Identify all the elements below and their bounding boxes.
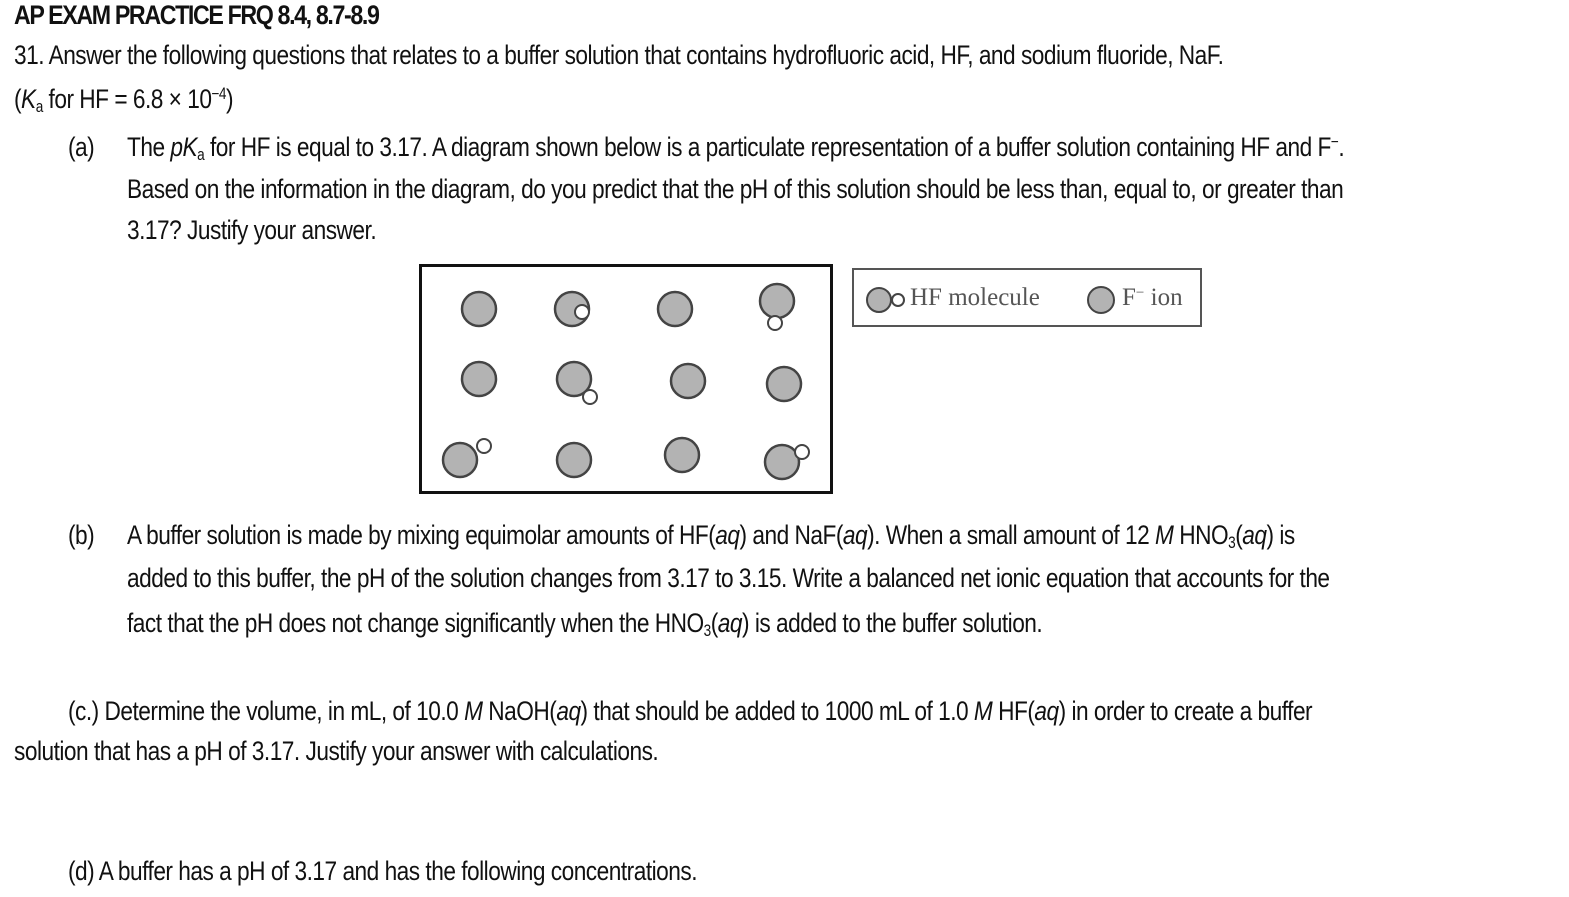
hf-molecule: [555, 292, 589, 326]
part-b-l3-aq: aq: [717, 608, 743, 638]
particle-canvas: [422, 267, 830, 491]
part-a-text-2: for HF is equal to 3.17. A diagram shown below is a particulate representation of a buffer solution containing HF and F: [204, 132, 1331, 162]
diagram-legend: [852, 268, 1202, 327]
part-a-line-2: Based on the information in the diagram, do you predict that the pH of this solution should be less than, equal to, or greater than: [127, 174, 1344, 204]
hf-molecule: [443, 439, 491, 477]
hf-molecule: [557, 362, 597, 404]
legend-f-symbol: F: [1122, 284, 1136, 311]
fluoride-ion: [665, 438, 699, 472]
hf-fluorine-atom: [765, 445, 799, 479]
fluoride-ion-atom: [557, 443, 591, 477]
part-c-text-2: NaOH(: [482, 696, 557, 726]
part-c-text-4: HF(: [992, 696, 1035, 726]
part-a-line-3: 3.17? Justify your answer.: [127, 215, 377, 245]
hf-hydrogen-atom: [575, 305, 589, 319]
part-c-aq-1: aq: [556, 696, 581, 726]
part-b-l3-end: ) is added to the buffer solution.: [742, 608, 1043, 638]
question-stem: [14, 42, 1223, 69]
part-a-pk: pK: [170, 132, 198, 162]
ka-open: (: [14, 84, 22, 114]
fluoride-ion-atom: [462, 292, 496, 326]
part-b-l3-paren: (: [710, 608, 718, 638]
hf-fluorine-atom: [443, 443, 477, 477]
fluoride-ion: [671, 364, 705, 398]
part-c-aq-2: aq: [1034, 696, 1059, 726]
part-b-l3-text: fact that the pH does not change significantly when the HNO: [127, 608, 704, 638]
part-a-text: The: [127, 132, 171, 162]
part-b-label: (b): [68, 520, 95, 550]
fluoride-ion: [557, 443, 591, 477]
part-c-text-5: ) in order to create a buffer: [1058, 696, 1313, 726]
part-c-molar-1: M: [464, 696, 483, 726]
fluoride-ion: [767, 367, 801, 401]
legend-f-ion: [1088, 287, 1114, 313]
hf-fluorine-atom: [760, 284, 794, 318]
fluoride-ion-atom: [671, 364, 705, 398]
part-b-text-4: ) is: [1266, 520, 1295, 550]
part-b-line-2: added to this buffer, the pH of the solution changes from 3.17 to 3.15. Write a balanced net ionic equation that accounts for the: [127, 563, 1330, 593]
part-b-hno: HNO: [1173, 520, 1229, 550]
hf-hydrogen-atom: [768, 316, 782, 330]
ka-text: for HF = 6.8 × 10: [42, 84, 212, 114]
fluoride-ion: [462, 292, 496, 326]
fluoride-ion-atom: [767, 367, 801, 401]
part-c-text-3: ) that should be added to 1000 mL of 1.0: [580, 696, 974, 726]
hf-hydrogen-atom: [795, 445, 809, 459]
part-b-molar: M: [1155, 520, 1174, 550]
part-d-line-1: (d) A buffer has a pH of 3.17 and has the following concentrations.: [68, 856, 698, 886]
question-stem-text: Answer the following questions that relates to a buffer solution that contains hydrofluoric acid, HF, and sodium fluoride, NaF.: [48, 40, 1224, 70]
ka-sub: a: [35, 98, 43, 117]
part-b-line-3: [127, 608, 1043, 641]
legend-hf-h-atom: [892, 294, 904, 306]
fluoride-ion-atom: [462, 362, 496, 396]
part-c-line-1: [68, 698, 1312, 725]
part-b-text-1: A buffer solution is made by mixing equimolar amounts of HF(: [127, 520, 716, 550]
part-c-text-1: (c.) Determine the volume, in mL, of 10.0: [68, 696, 465, 726]
part-a-label: (a): [68, 132, 95, 162]
hf-hydrogen-atom: [477, 439, 491, 453]
part-a-line-1: [127, 132, 1345, 165]
legend-f-text: ion: [1144, 284, 1183, 311]
fluoride-ion: [462, 362, 496, 396]
ka-line: [14, 84, 234, 117]
hf-molecule: [760, 284, 794, 330]
page-title: AP EXAM PRACTICE FRQ 8.4, 8.7-8.9: [14, 0, 379, 30]
part-b-aq-2: aq: [842, 520, 868, 550]
legend-hf-label: HF molecule: [910, 284, 1040, 311]
hf-molecule: [765, 445, 809, 479]
part-c-line-2: solution that has a pH of 3.17. Justify your answer with calculations.: [14, 736, 659, 766]
part-c-molar-2: M: [973, 696, 993, 726]
legend-f-charge: −: [1135, 284, 1145, 301]
particulate-diagram: [419, 264, 833, 494]
part-a-end: .: [1338, 132, 1345, 162]
part-b-paren: (: [1235, 520, 1243, 550]
part-b-aq-1: aq: [715, 520, 740, 550]
part-b-aq-3: aq: [1242, 520, 1267, 550]
ka-symbol: K: [21, 84, 36, 114]
part-b-text-3: ). When a small amount of 12: [867, 520, 1156, 550]
part-b-sub: 3: [1228, 534, 1236, 553]
fluoride-ion-atom: [658, 292, 692, 326]
ka-close: ): [225, 84, 234, 114]
legend-hf-f-atom: [867, 288, 891, 312]
part-b-text-2: ) and NaF(: [739, 520, 843, 550]
legend-f-label: [1122, 284, 1183, 312]
part-a-sup: −: [1330, 133, 1339, 152]
fluoride-ion: [658, 292, 692, 326]
hf-hydrogen-atom: [583, 390, 597, 404]
ka-exponent: −4: [211, 85, 226, 104]
part-b-line-1: [127, 520, 1295, 553]
question-number: 31.: [14, 40, 45, 70]
part-a-pk-sub: a: [197, 146, 205, 165]
fluoride-ion-atom: [665, 438, 699, 472]
part-b-l3-sub: 3: [703, 622, 711, 641]
